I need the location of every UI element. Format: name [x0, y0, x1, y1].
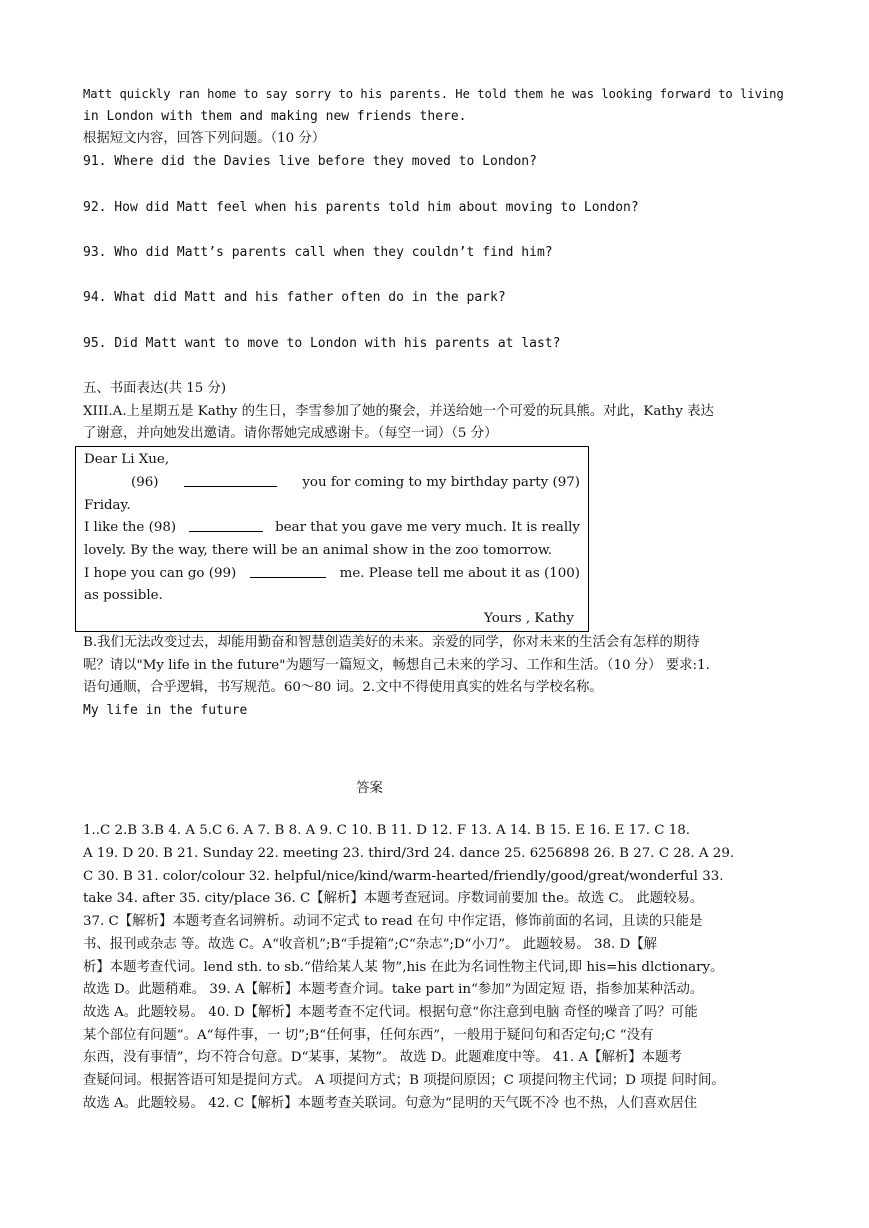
card-text: as possible. [84, 588, 163, 604]
part-a-instruction-line: XIII.A.上星期五是 Kathy 的生日，李雪参加了她的聚会，并送给她一个可爱的玩具熊。对此，Kathy 表达 [83, 403, 714, 419]
card-text: lovely. By the way, there will be an animal show in the zoo tomorrow. [84, 542, 553, 558]
question-91: 91. Where did the Davies live before they moved to London? [83, 154, 537, 170]
thank-you-card [75, 446, 589, 632]
answer-line: 某个部位有问题”。A“每件事，一 切”;B“任何事，任何东西”，一般用于疑问句和否定句;C “没有 [83, 1027, 654, 1043]
card-line [84, 472, 580, 495]
card-line [84, 563, 580, 586]
answer-line: 书、报刊或杂志 等。故选 C。A“收音机”;B“手提箱”;C“杂志”;D“小刀”。 此题较易。 38. D【解 [83, 936, 658, 952]
card-text: you for coming to my birthday party (97) [302, 474, 580, 490]
reading-instruction: 根据短文内容，回答下列问题。（10 分） [83, 131, 326, 147]
answer-space [83, 310, 788, 333]
question-94: 94. What did Matt and his father often do in the park? [83, 290, 506, 306]
answers-title: 答案 [356, 780, 383, 796]
blank-label-96: (96) [131, 474, 159, 490]
answer-line: 故选 A。此题较易。 42. C【解析】本题考查关联词。句意为“昆明的天气既不冷 也不热，人们喜欢居住 [83, 1095, 698, 1111]
part-b-instruction-line: 呢？请以"My life in the future"为题写一篇短文，畅想自己未来的学习、工作和生活。（10 分） 要求:1. [83, 657, 710, 673]
card-text: me. Please tell me about it as (100) [339, 565, 580, 581]
answer-space [83, 174, 788, 197]
blank-99[interactable] [250, 563, 326, 578]
passage-line: Matt quickly ran home to say sorry to his parents. He told them he was looking forward to living [83, 87, 784, 101]
answer-space [83, 265, 788, 288]
question-95: 95. Did Matt want to move to London with his parents at last? [83, 335, 561, 351]
part-b-instruction-line: B.我们无法改变过去，却能用勤奋和智慧创造美好的未来。亲爱的同学，你对未来的生活会有怎样的期待 [83, 634, 700, 650]
answer-line: A 19. D 20. B 21. Sunday 22. meeting 23. third/3rd 24. dance 25. 6256898 26. B 27. C 28. A 29. [83, 846, 735, 862]
card-text: bear that you gave me very much. It is really [275, 520, 580, 536]
answer-line: 故选 D。此题稍难。 39. A【解析】本题考查介词。take part in“参加”为固定短 语，指参加某种活动。 [83, 982, 704, 998]
answer-line: 37. C【解析】本题考查名词辨析。动词不定式 to read 在句 中作定语，修饰前面的名词，且读的只能是 [83, 914, 703, 930]
blank-98[interactable] [189, 517, 263, 532]
answer-line: 东西，没有事情”，均不符合句意。D“某事，某物”。 故选 D。此题难度中等。 41. A【解析】本题考 [83, 1050, 682, 1066]
card-text: Friday. [84, 497, 131, 513]
answer-key [83, 820, 788, 1115]
answer-space [83, 355, 788, 378]
passage-line: in London with them and making new friends there. [83, 108, 467, 124]
answer-line: 1..C 2.B 3.B 4. A 5.C 6. A 7. B 8. A 9. C 10. B 11. D 12. F 13. A 14. B 15. E 16. E 17. C 18. [83, 823, 691, 839]
blank-label-99: I hope you can go (99) [84, 565, 237, 581]
answer-line: C 30. B 31. color/colour 32. helpful/nice/kind/warm-hearted/friendly/good/great/wonderful 33. [83, 868, 724, 884]
question-92: 92. How did Matt feel when his parents told him about moving to London? [83, 199, 639, 215]
part-b-instruction-line: 语句通顺，合乎逻辑，书写规范。60～80 词。2.文中不得使用真实的姓名与学校名称。 [83, 680, 603, 696]
part-a-instruction-line: 了谢意，并向她发出邀请。请你帮她完成感谢卡。（每空一词）（5 分） [83, 426, 498, 442]
card-greeting: Dear Li Xue, [84, 452, 170, 468]
section-title: 五、书面表达(共 15 分) [83, 381, 227, 397]
card-line [84, 517, 580, 540]
answer-space [83, 219, 788, 242]
answer-line: 析】本题考查代词。lend sth. to sb.“借给某人某 物”,his 在此为名词性物主代词,即 his=his dlctionary。 [83, 959, 724, 975]
answer-line: take 34. after 35. city/place 36. C【解析】本题考查冠词。序数词前要加 the。故选 C。 此题较易。 [83, 891, 704, 907]
question-93: 93. Who did Matt’s parents call when they couldn’t find him? [83, 244, 553, 260]
blank-label-98: I like the (98) [84, 520, 177, 536]
answer-line: 故选 A。此题较易。 40. D【解析】本题考查不定代词。根据句意“你注意到电脑 奇怪的噪音了吗？可能 [83, 1004, 698, 1020]
blank-96[interactable] [184, 472, 277, 487]
card-signature: Yours , Kathy [484, 611, 574, 627]
answer-line: 查疑问词。根据答语可知是提问方式。 A 项提问方式；B 项提问原因；C 项提问物主代词；D 项提 问时间。 [83, 1073, 725, 1089]
essay-title: My life in the future [83, 702, 248, 718]
page-content [83, 83, 788, 1115]
